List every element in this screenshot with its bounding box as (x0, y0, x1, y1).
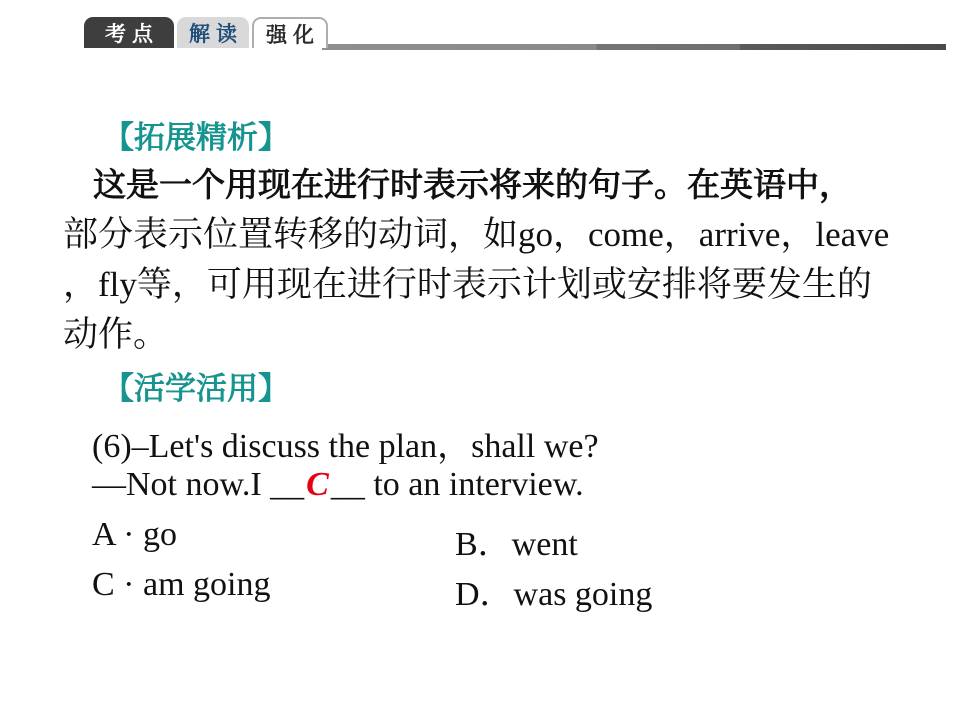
options-grid (92, 516, 652, 616)
option-a: A · go (92, 516, 177, 553)
section-title-expansion: 【拓展精析】 (103, 120, 289, 155)
answer-letter: C (306, 466, 329, 503)
paragraph-line: 动作。 (63, 315, 169, 354)
option-c: C · am going (92, 566, 271, 603)
answer-blank-left: __ (270, 466, 305, 503)
paragraph-line: 这是一个用现在进行时表示将来的句子。在英语中， (93, 166, 852, 203)
option-d: D．was going (455, 576, 653, 613)
tab-qianghua[interactable]: 强化 (252, 17, 328, 48)
tab-jiedu[interactable]: 解读 (177, 17, 249, 48)
option-b: B．went (455, 526, 578, 563)
header-rule (322, 44, 946, 50)
answer-line (92, 466, 584, 504)
tab-kaodian[interactable]: 考点 (84, 17, 174, 48)
section-title-practice: 【活学活用】 (103, 371, 289, 406)
paragraph-line: ，fly等，可用现在进行时表示计划或安排将要发生的 (63, 265, 872, 304)
answer-blank-right: __ (330, 466, 365, 503)
answer-prefix: —Not now.I (92, 466, 271, 503)
tab-bar (84, 17, 328, 48)
answer-suffix: to an interview. (364, 466, 584, 503)
paragraph-line: 部分表示位置转移的动词，如go，come，arrive，leave (63, 215, 890, 254)
question-line: (6)–Let's discuss the plan，shall we? (92, 428, 599, 465)
explanation-paragraph (63, 160, 923, 360)
